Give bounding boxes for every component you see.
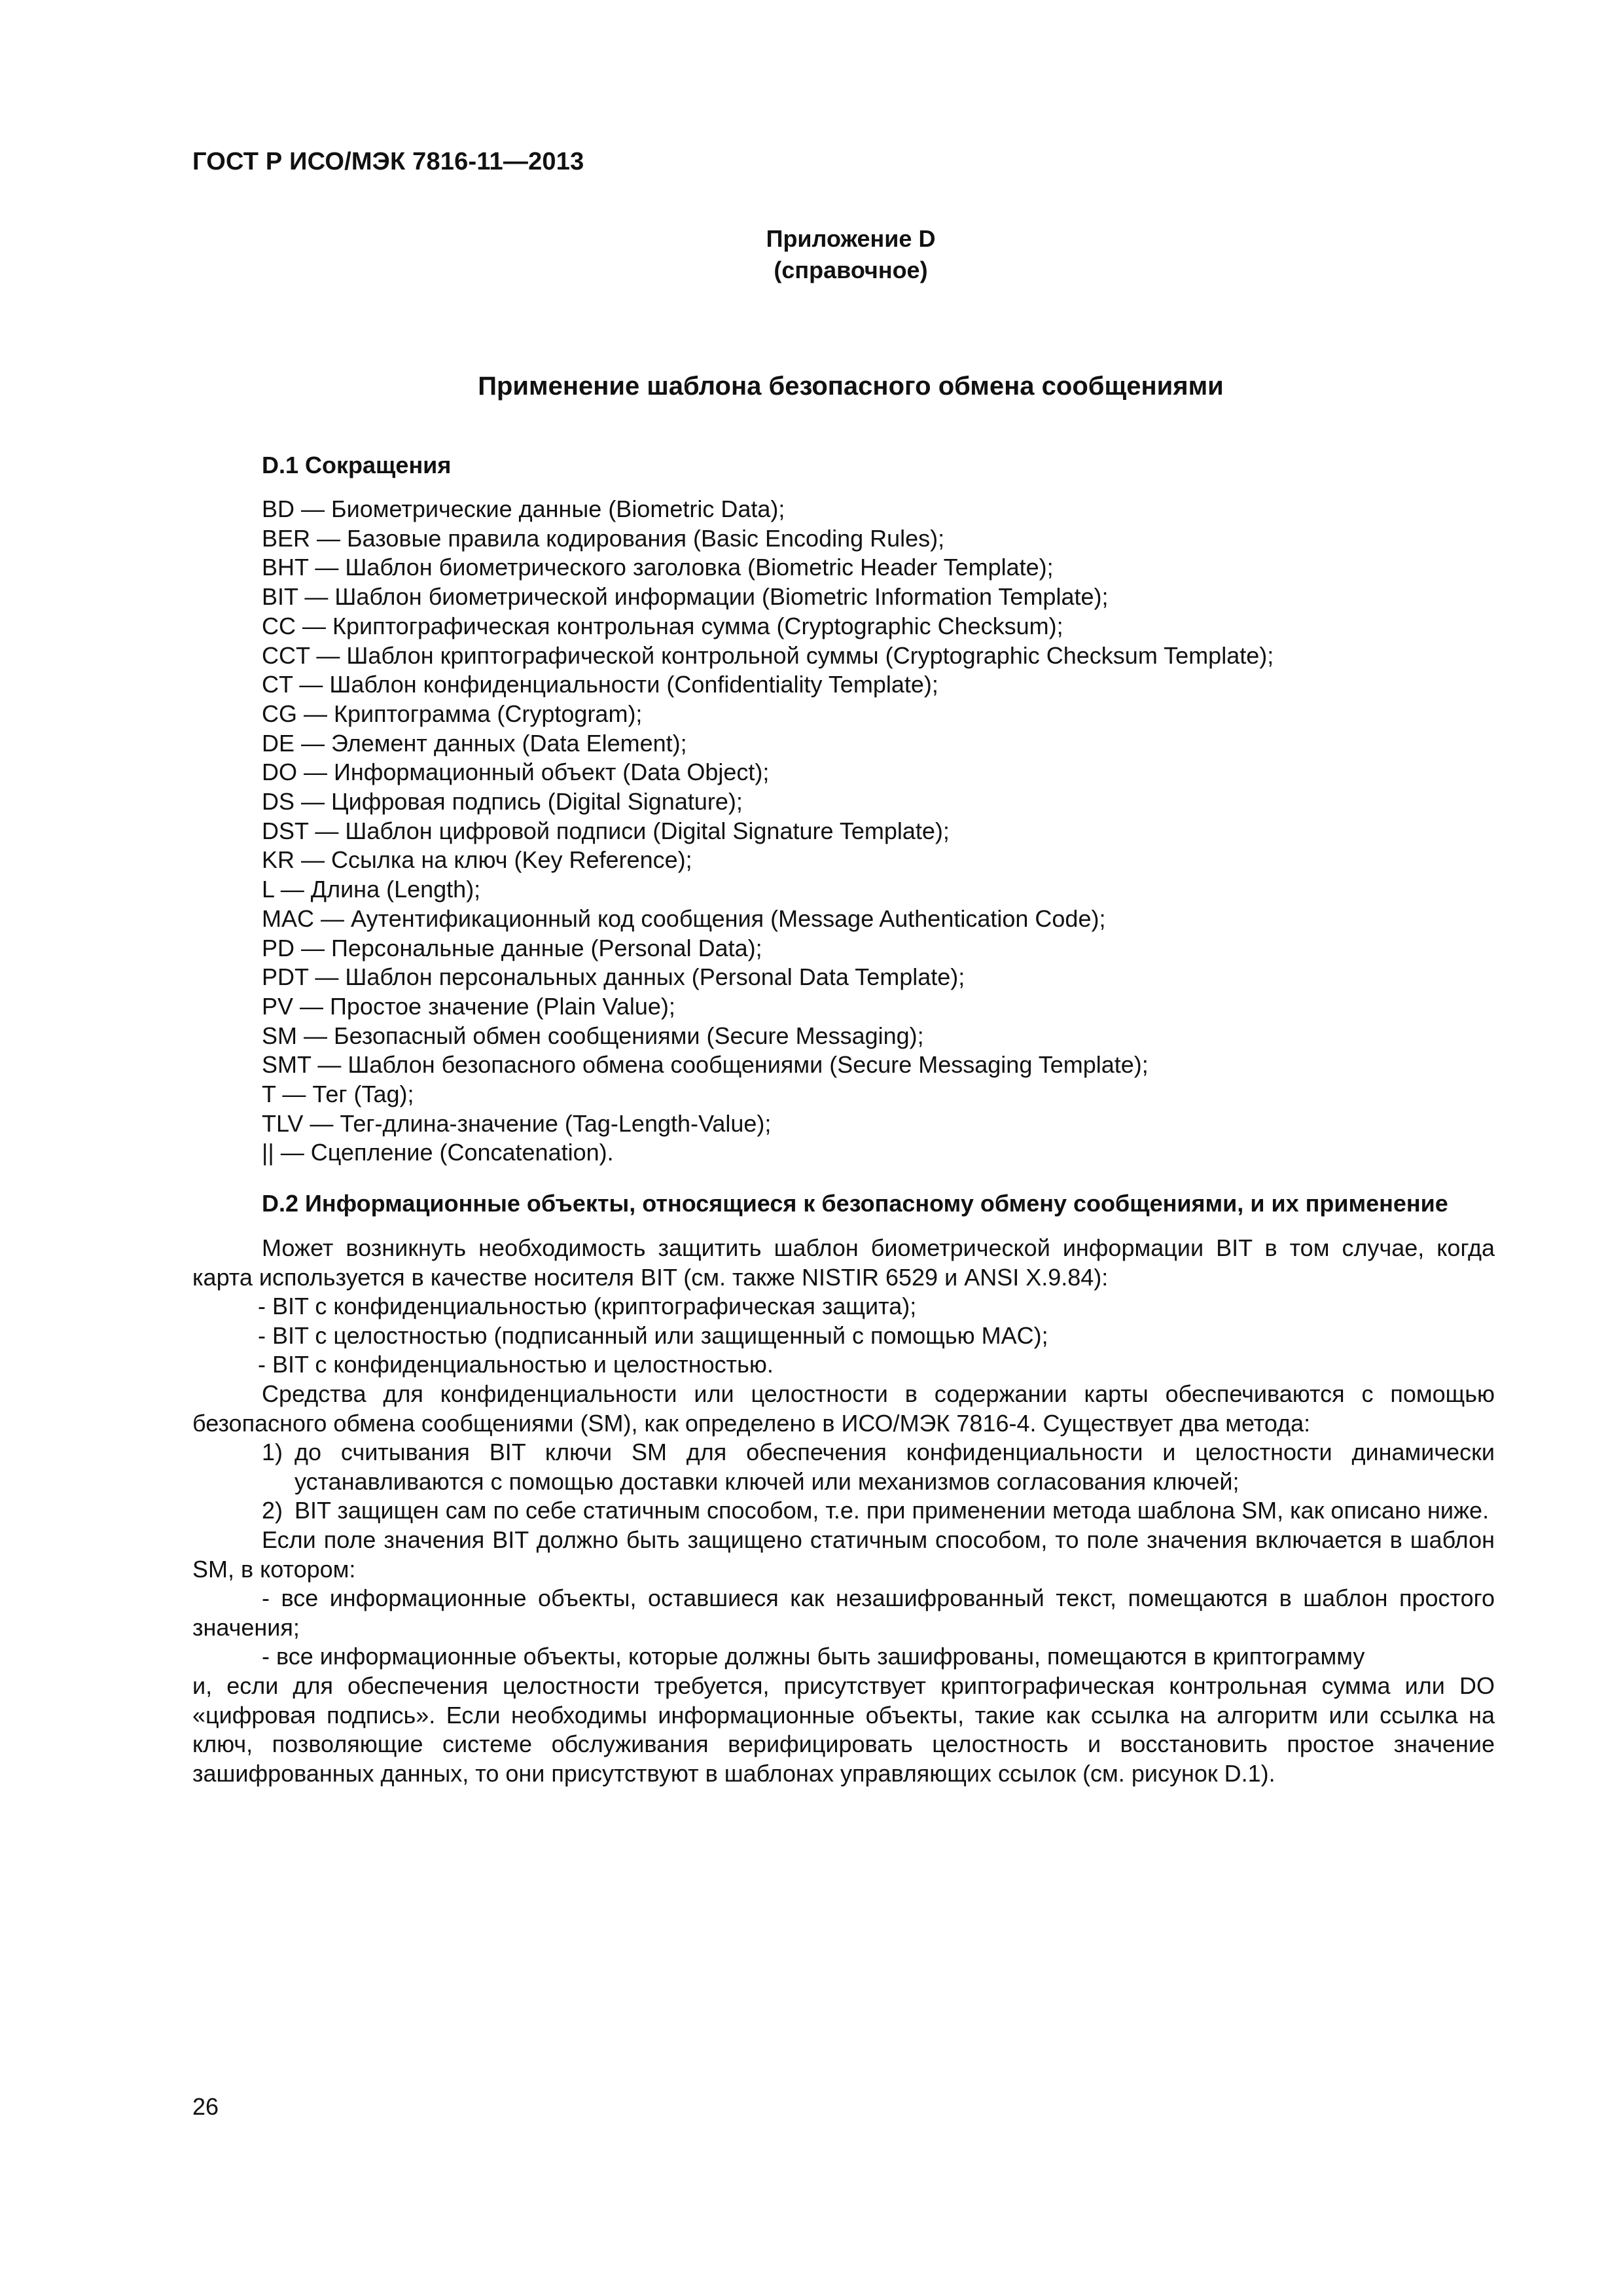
method-item xyxy=(192,1496,1495,1526)
page-number: 26 xyxy=(192,2093,219,2120)
abbreviation-item: T — Тег (Tag); xyxy=(262,1081,414,1108)
static-intro-paragraph: Если поле значения BIT должно быть защищено статичным способом, то поле значения включается в шаблон SM, в котором: xyxy=(192,1526,1495,1583)
abbreviation-item: KR — Ссылка на ключ (Key Reference); xyxy=(262,846,692,874)
method-text: BIT защищен сам по себе статичным способом, т.е. при применении метода шаблона SM, как описано ниже. xyxy=(294,1497,1489,1524)
abbreviation-item: DO — Информационный объект (Data Object); xyxy=(262,759,770,786)
closing-paragraph: и, если для обеспечения целостности требуется, присутствует криптографическая контрольная сумма или DO «цифровая подпись». Если необходимы информационные объекты, такие как ссылка на алгоритм или ссылка на ключ, позволяющие системе обслуживания верифицировать целостность и восстановить простое значение зашифрованных данных, то они присутствуют в шаблонах управляющих ссылок (см. рисунок D.1). xyxy=(192,1672,1495,1787)
abbreviation-item: CC — Криптографическая контрольная сумма (Cryptographic Checksum); xyxy=(262,612,1063,639)
bit-option: - BIT с конфиденциальностью и целостностью. xyxy=(258,1351,774,1378)
abbreviation-item: DS — Цифровая подпись (Digital Signature); xyxy=(262,788,743,816)
abbreviation-item: MAC — Аутентификационный код сообщения (Message Authentication Code); xyxy=(262,905,1106,932)
abbreviation-item: BD — Биометрические данные (Biometric Data); xyxy=(262,495,785,522)
appendix-kind: (справочное) xyxy=(774,257,928,283)
abbreviation-item: L — Длина (Length); xyxy=(262,876,481,903)
main-title: Применение шаблона безопасного обмена сообщениями xyxy=(478,372,1224,401)
abbreviation-item: CT — Шаблон конфиденциальности (Confidentiality Template); xyxy=(262,671,938,698)
abbreviation-item: || — Сцепление (Concatenation). xyxy=(262,1139,614,1166)
method-number: 1) xyxy=(262,1439,283,1466)
abbreviation-item: DE — Элемент данных (Data Element); xyxy=(262,729,687,757)
abbreviation-list xyxy=(262,495,1274,1168)
abbreviation-item: SM — Безопасный обмен сообщениями (Secure Messaging); xyxy=(262,1022,924,1049)
abbreviation-item: PDT — Шаблон персональных данных (Personal Data Template); xyxy=(262,963,965,991)
abbreviation-item: PV — Простое значение (Plain Value); xyxy=(262,992,675,1020)
method-item xyxy=(192,1438,1495,1496)
abbreviation-item: CCT — Шаблон криптографической контрольной суммы (Cryptographic Checksum Template); xyxy=(262,641,1274,669)
abbreviation-item: BHT — Шаблон биометрического заголовка (Biometric Header Template); xyxy=(262,554,1054,581)
intro-paragraph: Может возникнуть необходимость защитить шаблон биометрической информации BIT в том случае, когда карта используется в качестве носителя BIT (см. также NISTIR 6529 и ANSI X.9.84): xyxy=(192,1234,1495,1291)
method-text: до считывания BIT ключи SM для обеспечения конфиденциальности и целостности динамически устанавливаются с помощью доставки ключей или механизмов согласования ключей; xyxy=(294,1439,1495,1495)
section-d2-body xyxy=(192,1234,1495,1788)
abbreviation-item: BIT — Шаблон биометрической информации (Biometric Information Template); xyxy=(262,583,1109,611)
bit-option: - BIT с конфиденциальностью (криптографическая защита); xyxy=(258,1293,917,1320)
standard-header: ГОСТ Р ИСО/МЭК 7816-11—2013 xyxy=(192,148,584,175)
method-number: 2) xyxy=(262,1497,283,1524)
static-item: - все информационные объекты, которые должны быть зашифрованы, помещаются в криптограмму xyxy=(262,1643,1365,1670)
abbreviation-item: SMT — Шаблон безопасного обмена сообщениями (Secure Messaging Template); xyxy=(262,1051,1149,1079)
appendix-title: Приложение D xyxy=(766,225,936,252)
section-d1-heading: D.1 Сокращения xyxy=(262,452,452,478)
abbreviation-item: DST — Шаблон цифровой подписи (Digital Signature Template); xyxy=(262,817,950,844)
abbreviation-item: TLV — Тег-длина-значение (Tag-Length-Value); xyxy=(262,1109,772,1137)
section-d2-heading: D.2 Информационные объекты, относящиеся к безопасному обмену сообщениями, и их применение xyxy=(262,1190,1448,1217)
abbreviation-item: BER — Базовые правила кодирования (Basic Encoding Rules); xyxy=(262,524,945,552)
static-item: - все информационные объекты, оставшиеся как незашифрованный текст, помещаются в шаблон простого значения; xyxy=(192,1585,1495,1641)
abbreviation-item: PD — Персональные данные (Personal Data); xyxy=(262,934,762,961)
abbreviation-item: CG — Криптограмма (Cryptogram); xyxy=(262,700,643,727)
bit-option: - BIT с целостностью (подписанный или защищенный с помощью MAC); xyxy=(258,1321,1048,1349)
means-paragraph: Средства для конфиденциальности или целостности в содержании карты обеспечиваются с помощью безопасного обмена сообщениями (SM), как определено в ИСО/МЭК 7816-4. Существует два метода: xyxy=(192,1380,1495,1437)
